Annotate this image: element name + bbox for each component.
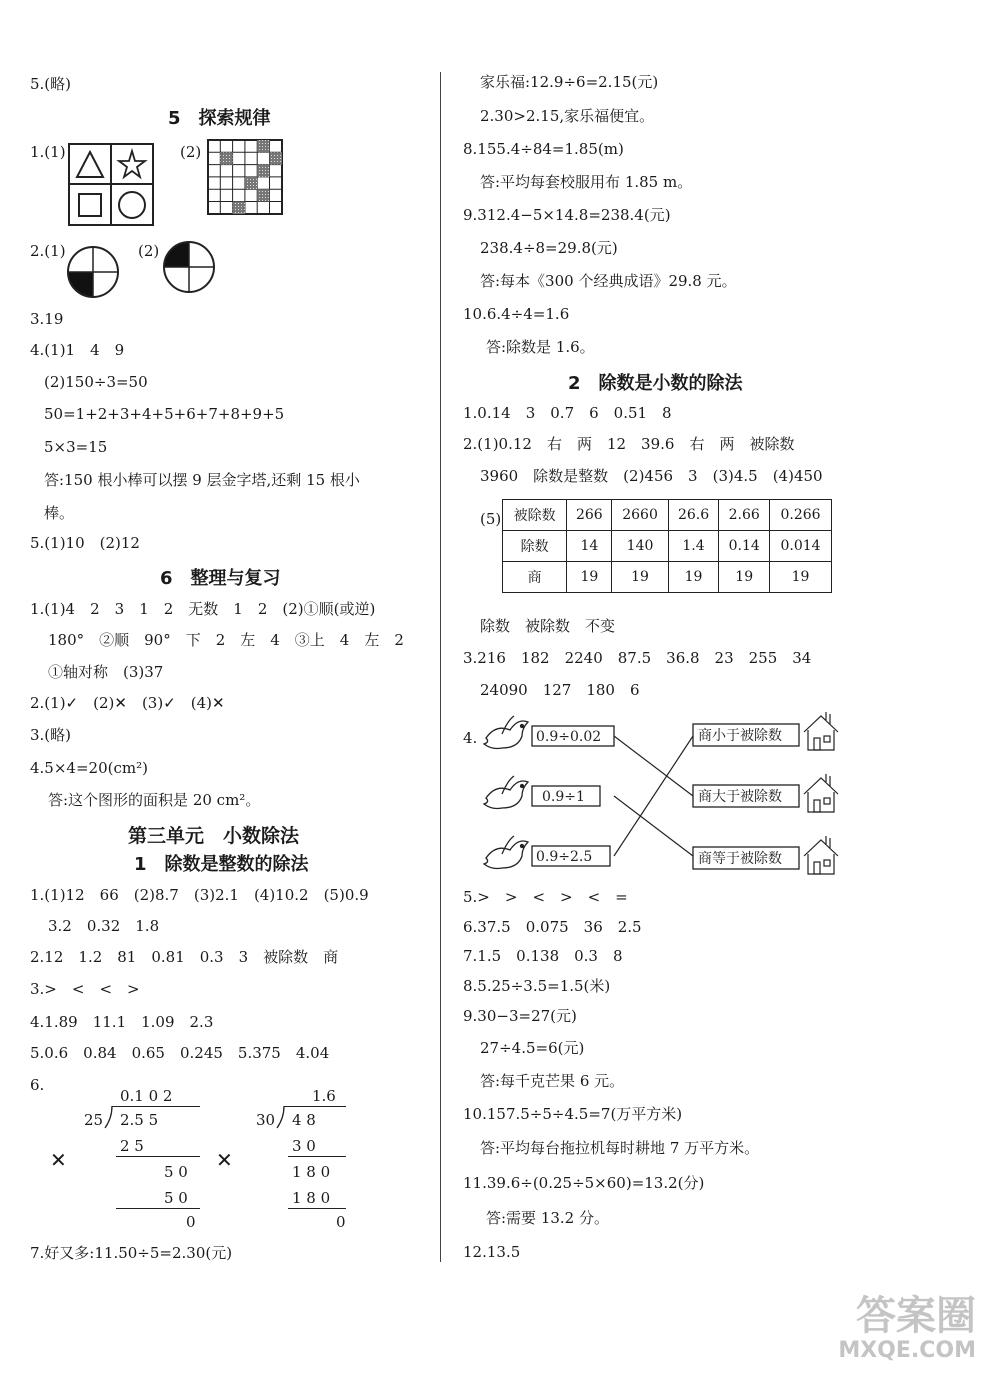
- table-cell: 26.6: [668, 500, 719, 531]
- answer-line: 8.5.25÷3.5=1.5(米): [463, 977, 611, 995]
- answer-line: 答:需要 13.2 分。: [486, 1209, 609, 1227]
- matching-figure: [478, 708, 848, 883]
- table-cell: 2660: [612, 500, 668, 531]
- answer-line: 棒。: [44, 504, 75, 522]
- step-value: 5 0: [164, 1189, 188, 1207]
- answer-label: 2.(1): [30, 242, 66, 260]
- result-box: 商大于被除数: [698, 789, 782, 805]
- table-cell: 19: [612, 562, 668, 593]
- answer-line: 10.6.4÷4=1.6: [463, 305, 570, 323]
- answer-line: 答:每本《300 个经典成语》29.8 元。: [480, 272, 737, 290]
- answer-line: 7.1.5 0.138 0.3 8: [463, 947, 623, 965]
- answer-line: 4.1.89 11.1 1.09 2.3: [30, 1013, 214, 1031]
- column-divider: [440, 72, 441, 1262]
- answer-line: 238.4÷8=29.8(元): [480, 239, 618, 257]
- step-value: 3 0: [292, 1137, 316, 1155]
- house-icon: [804, 836, 838, 874]
- answer-line: 家乐福:12.9÷6=2.15(元): [480, 73, 659, 91]
- answer-line: 3.(略): [30, 726, 72, 744]
- answer-label: 4.: [463, 729, 478, 747]
- table-cell: 0.014: [770, 531, 832, 562]
- watermark-logo: [812, 1284, 982, 1374]
- answer-line: 3.2 0.32 1.8: [48, 917, 160, 935]
- table-cell: 除数: [503, 531, 567, 562]
- table-cell: 19: [770, 562, 832, 593]
- expression-box: 0.9÷1: [542, 789, 585, 805]
- answer-line: 答:150 根小棒可以摆 9 层金字塔,还剩 15 根小: [44, 471, 360, 489]
- quotient: 1.6: [312, 1087, 336, 1105]
- step-value: 1 8 0: [292, 1163, 331, 1181]
- table-cell: 商: [503, 562, 567, 593]
- step-value: 0: [336, 1213, 346, 1231]
- answer-line: 2.(1)0.12 右 两 12 39.6 右 两 被除数: [463, 435, 795, 453]
- answer-line: 1.(1)12 66 (2)8.7 (3)2.1 (4)10.2 (5)0.9: [30, 886, 369, 904]
- answer-line: ①轴对称 (3)37: [48, 663, 164, 681]
- answer-label: (2): [180, 143, 202, 161]
- answer-line: 除数 被除数 不变: [480, 617, 616, 635]
- answer-line: 180° ②顺 90° 下 2 左 4 ③上 4 左 2: [48, 631, 404, 649]
- answer-line: 6.37.5 0.075 36 2.5: [463, 918, 642, 936]
- answer-line: 11.39.6÷(0.25÷5×60)=13.2(分): [463, 1174, 705, 1192]
- circle-quarter-figure-2: [162, 240, 216, 294]
- long-division-1: [40, 1080, 210, 1230]
- answer-line: 3.216 182 2240 87.5 36.8 23 255 34: [463, 649, 812, 667]
- division-table: [502, 499, 832, 593]
- long-division-2: [212, 1080, 362, 1230]
- shapes-grid-figure: [68, 143, 154, 226]
- answer-line: 1.0.14 3 0.7 6 0.51 8: [463, 404, 672, 422]
- answer-line: 1.(1)4 2 3 1 2 无数 1 2 (2)①顺(或逆): [30, 600, 376, 618]
- table-cell: 2.66: [719, 500, 770, 531]
- table-cell: 19: [719, 562, 770, 593]
- answer-line: 27÷4.5=6(元): [480, 1039, 585, 1057]
- answer-line: 2.12 1.2 81 0.81 0.3 3 被除数 商: [30, 948, 339, 966]
- wrong-mark: ✕: [216, 1148, 233, 1172]
- answer-line: 4.5×4=20(cm²): [30, 759, 148, 777]
- table-cell: 1.4: [668, 531, 719, 562]
- table-cell: 0.14: [719, 531, 770, 562]
- circle-quarter-figure-1: [66, 245, 120, 299]
- answer-line: 9.312.4−5×14.8=238.4(元): [463, 206, 671, 224]
- answer-line: 5.0.6 0.84 0.65 0.245 5.375 4.04: [30, 1044, 330, 1062]
- answer-line: 5.> > < > < =: [463, 888, 628, 906]
- answer-line: 4.(1)1 4 9: [30, 341, 125, 359]
- section-heading: 1 除数是整数的除法: [134, 854, 309, 875]
- answer-label: (5): [480, 510, 502, 528]
- section-heading: 5 探索规律: [168, 108, 271, 129]
- answer-line: 答:这个图形的面积是 20 cm²。: [48, 791, 261, 809]
- answer-line: 8.155.4÷84=1.85(m): [463, 140, 624, 158]
- division-bracket: [276, 1106, 286, 1130]
- step-value: 5 0: [164, 1163, 188, 1181]
- house-icon: [804, 712, 838, 750]
- table-cell: 14: [567, 531, 612, 562]
- table-row: [503, 500, 832, 531]
- step-value: 2 5: [120, 1137, 144, 1155]
- expression-box: 0.9÷0.02: [536, 729, 602, 745]
- answer-line: 5×3=15: [44, 438, 108, 456]
- answer-line: 答:除数是 1.6。: [486, 338, 595, 356]
- answer-line: 答:每千克芒果 6 元。: [480, 1072, 625, 1090]
- bird-icon: [484, 776, 528, 809]
- house-icon: [804, 774, 838, 812]
- table-cell: 140: [612, 531, 668, 562]
- table-cell: 0.266: [770, 500, 832, 531]
- answer-line: 12.13.5: [463, 1243, 521, 1261]
- bird-icon: [484, 836, 528, 869]
- result-box: 商小于被除数: [698, 728, 782, 744]
- bird-icon: [484, 716, 528, 749]
- table-cell: 19: [668, 562, 719, 593]
- watermark-site-text: MXQE.COM: [838, 1338, 976, 1363]
- answer-label: 1.(1): [30, 143, 66, 161]
- expression-box: 0.9÷2.5: [536, 849, 593, 865]
- wrong-mark: ✕: [50, 1148, 67, 1172]
- answer-line: 5.(1)10 (2)12: [30, 534, 140, 552]
- pattern-grid-figure: [207, 139, 283, 215]
- answer-line: 10.157.5÷5÷4.5=7(万平方米): [463, 1105, 683, 1123]
- answer-line: 2.30>2.15,家乐福便宜。: [480, 107, 655, 125]
- answer-line: 3.19: [30, 310, 64, 328]
- table-cell: 19: [567, 562, 612, 593]
- dividend: 2.5 5: [120, 1111, 159, 1129]
- quotient: 0.1 0 2: [120, 1087, 173, 1105]
- answer-line: 2.(1)✓ (2)✕ (3)✓ (4)✕: [30, 694, 225, 712]
- answer-line: 24090 127 180 6: [480, 681, 640, 699]
- answer-line: 3960 除数是整数 (2)456 3 (3)4.5 (4)450: [480, 467, 823, 485]
- section-heading: 2 除数是小数的除法: [568, 373, 743, 394]
- answer-line: 答:平均每台拖拉机每时耕地 7 万平方米。: [480, 1139, 760, 1157]
- answer-line: 3.> < < >: [30, 980, 140, 998]
- divisor: 30: [256, 1111, 276, 1129]
- answer-line: 50=1+2+3+4+5+6+7+8+9+5: [44, 405, 285, 423]
- section-heading: 6 整理与复习: [160, 568, 281, 589]
- step-value: 1 8 0: [292, 1189, 331, 1207]
- table-cell: 266: [567, 500, 612, 531]
- divisor: 25: [84, 1111, 104, 1129]
- answer-line: 9.30−3=27(元): [463, 1007, 577, 1025]
- answer-line: 6.: [30, 1076, 45, 1094]
- answer-line: 5.(略): [30, 75, 72, 93]
- division-bracket: [104, 1106, 114, 1130]
- table-row: [503, 562, 832, 593]
- answer-line: (2)150÷3=50: [44, 373, 148, 391]
- result-box: 商等于被除数: [698, 851, 782, 867]
- dividend: 4 8: [292, 1111, 316, 1129]
- watermark-logo-text: 答案圈: [856, 1293, 976, 1339]
- unit-heading: 第三单元 小数除法: [128, 825, 300, 847]
- table-cell: 被除数: [503, 500, 567, 531]
- answer-line: 答:平均每套校服用布 1.85 m。: [480, 173, 693, 191]
- table-row: [503, 531, 832, 562]
- answer-line: 7.好又多:11.50÷5=2.30(元): [30, 1244, 233, 1262]
- step-value: 0: [186, 1213, 196, 1231]
- answer-label: (2): [138, 242, 160, 260]
